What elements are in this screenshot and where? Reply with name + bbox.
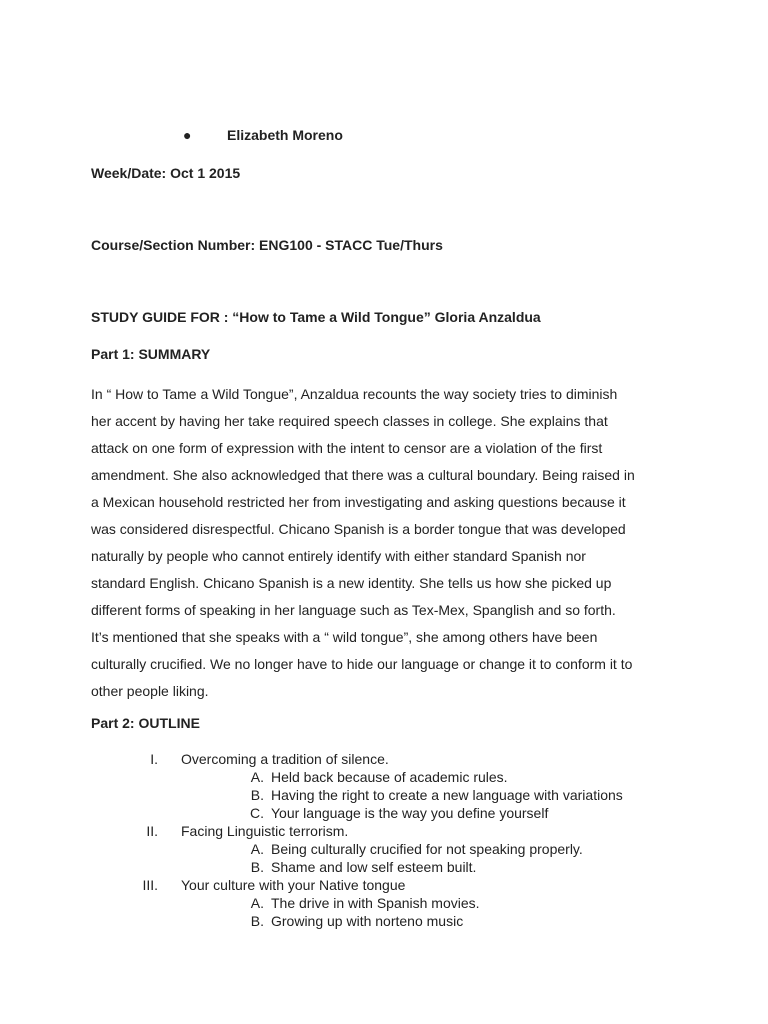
item-letter: A.	[250, 895, 264, 911]
item-text: Having the right to create a new language with variations	[271, 787, 623, 803]
author-line	[0, 127, 768, 145]
author-name: Elizabeth Moreno	[227, 127, 343, 143]
study-guide-title: STUDY GUIDE FOR : “How to Tame a Wild Tongue” Gloria Anzaldua	[91, 309, 541, 325]
item-letter: A.	[250, 841, 264, 857]
summary-line: amendment. She also acknowledged that there was a cultural boundary. Being raised in	[91, 467, 635, 483]
summary-line: different forms of speaking in her language such as Tex-Mex, Spanglish and so forth.	[91, 602, 616, 618]
part2-heading: Part 2: OUTLINE	[91, 715, 200, 731]
roman-numeral: I.	[150, 751, 158, 767]
summary-line: standard English. Chicano Spanish is a new identity. She tells us how she picked up	[91, 575, 612, 591]
item-text: Growing up with norteno music	[271, 913, 464, 929]
summary-line: In “ How to Tame a Wild Tongue”, Anzaldua recounts the way society tries to diminish	[91, 386, 618, 402]
summary-line: culturally crucified. We no longer have to hide our language or change it to conform it to	[91, 656, 633, 672]
course-section: Course/Section Number: ENG100 - STACC Tue/Thurs	[91, 237, 443, 253]
summary-line: her accent by having her take required speech classes in college. She explains that	[91, 413, 608, 429]
roman-numeral: II.	[146, 823, 158, 839]
item-text: Your language is the way you define yourself	[271, 805, 549, 821]
item-text: The drive in with Spanish movies.	[271, 895, 480, 911]
summary-line: It’s mentioned that she speaks with a “ wild tongue”, she among others have been	[91, 629, 598, 645]
item-letter: B.	[250, 859, 264, 875]
summary-line: was considered disrespectful. Chicano Spanish is a border tongue that was developed	[91, 521, 626, 537]
section-text: Your culture with your Native tongue	[181, 877, 406, 893]
summary-line: attack on one form of expression with the intent to censor are a violation of the first	[91, 440, 603, 456]
roman-numeral: III.	[142, 877, 158, 893]
summary-line: other people liking.	[91, 683, 209, 699]
section-text: Facing Linguistic terrorism.	[181, 823, 349, 839]
item-text: Shame and low self esteem built.	[271, 859, 477, 875]
item-letter: A.	[250, 769, 264, 785]
item-letter: B.	[250, 787, 264, 803]
item-letter: C.	[250, 805, 264, 821]
section-text: Overcoming a tradition of silence.	[181, 751, 389, 767]
bullet-icon: ●	[183, 127, 192, 143]
item-letter: B.	[250, 913, 264, 929]
week-date: Week/Date: Oct 1 2015	[91, 165, 241, 181]
summary-line: naturally by people who cannot entirely identify with either standard Spanish nor	[91, 548, 586, 564]
summary-paragraph	[91, 381, 681, 705]
summary-line: a Mexican household restricted her from investigating and asking questions because it	[91, 494, 626, 510]
item-text: Held back because of academic rules.	[271, 769, 508, 785]
part1-heading: Part 1: SUMMARY	[91, 346, 211, 362]
item-text: Being culturally crucified for not speaking properly.	[271, 841, 583, 857]
